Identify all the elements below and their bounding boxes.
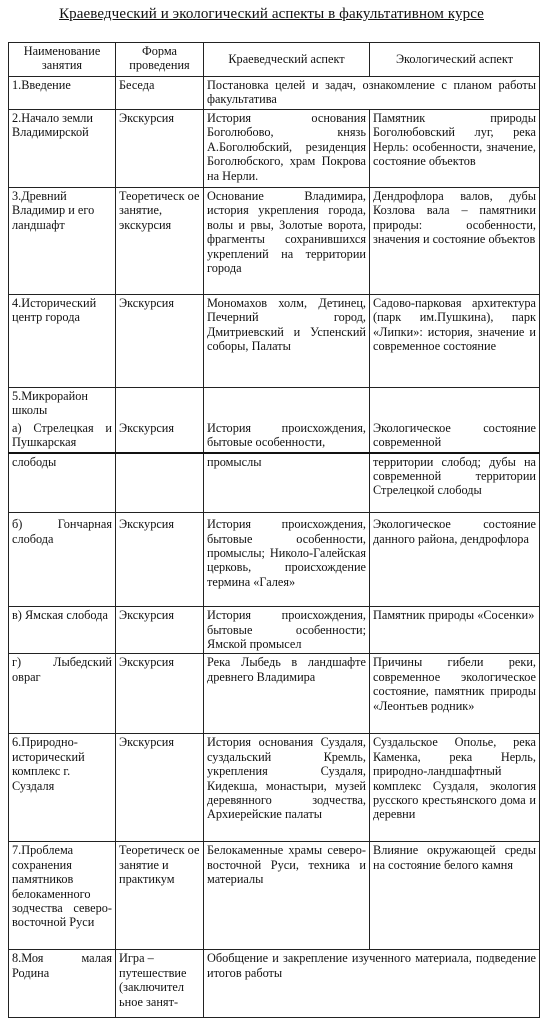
- row-form: Теоретическ ое занятие и практикум: [116, 842, 204, 950]
- table-row: [9, 295, 540, 388]
- table-row: [9, 513, 540, 607]
- row-local-aspect: История происхождения, бытовые особенности; Ямской промысел: [204, 607, 370, 654]
- header-name: Наименование занятия: [9, 43, 116, 77]
- table-row: [9, 607, 540, 654]
- row-local-aspect: Мономахов холм, Детинец, Печерний город, Дмитриевский и Успенский соборы, Палаты: [204, 295, 370, 388]
- row-merged: Постановка целей и задач, ознакомление с планом работы факультатива: [204, 77, 540, 110]
- row-local-aspect: Основание Владимира, история укрепления города, волы и рвы, Золотые ворота, фрагменты сохранившихся укреплений на территории города: [204, 188, 370, 295]
- table-row: [9, 950, 540, 1018]
- row-name: 1.Введение: [9, 77, 116, 110]
- row-name: 7.Проблема сохранения памятников белокаменного зодчества северо-восточной Руси: [9, 842, 116, 950]
- row-name: 3.Древний Владимир и его ландшафт: [9, 188, 116, 295]
- row-eco-aspect: Памятник природы Боголюбовский луг, река Нерль: особенности, значение, состояние объектов: [370, 110, 540, 188]
- row-eco-aspect: Экологическое состояние данного района, дендрофлора: [370, 513, 540, 607]
- row-eco-aspect: территории слобод; дубы на современной территории Стрелецкой слободы: [370, 453, 540, 513]
- row-form: Экскурсия: [116, 420, 204, 453]
- row-eco-aspect: Экологическое состояние современной: [370, 420, 540, 453]
- row-form: Экскурсия: [116, 654, 204, 734]
- row-local-aspect: Белокаменные храмы северо-восточной Руси, техника и материалы: [204, 842, 370, 950]
- table-row: [9, 188, 540, 295]
- row-name: 6.Природно-исторический комплекс г. Суздаля: [9, 734, 116, 842]
- table-row: [9, 388, 540, 420]
- row-eco-aspect: Дендрофлора валов, дубы Козлова вала – памятники природы: особенности, значения и состояние объектов: [370, 188, 540, 295]
- table-row: [9, 842, 540, 950]
- row-name: 5.Микрорайон школы: [9, 388, 116, 420]
- row-name: б) Гончарная слобода: [9, 513, 116, 607]
- table-row: [9, 110, 540, 188]
- row-form: Экскурсия: [116, 110, 204, 188]
- row-name: 2.Начало земли Владимирской: [9, 110, 116, 188]
- course-table: [8, 42, 540, 1018]
- table-header-row: [9, 43, 540, 77]
- row-eco-aspect: Причины гибели реки, современное экологическое состояние, памятник природы «Леонтьев родник»: [370, 654, 540, 734]
- row-local-aspect: промыслы: [204, 453, 370, 513]
- row-form: Теоретическ ое занятие, экскурсия: [116, 188, 204, 295]
- header-local-aspect: Краеведческий аспект: [204, 43, 370, 77]
- row-local-aspect: История основания Боголюбово, князь А.Боголюбский, резиденция Боголюбского, храм Покрова на Нерли.: [204, 110, 370, 188]
- row-local-aspect: История происхождения, бытовые особенности, промыслы; Николо-Галейская церковь, происхождение термина «Галея»: [204, 513, 370, 607]
- row-local-aspect: Река Лыбедь в ландшафте древнего Владимира: [204, 654, 370, 734]
- row-merged: Обобщение и закрепление изученного материала, подведение итогов работы: [204, 950, 540, 1018]
- header-form: Форма проведения: [116, 43, 204, 77]
- row-local-aspect: История основания Суздаля, суздальский Кремль, укрепления Суздаля, Кидекша, монастыри, музей деревянного зодчества, Архиерейские палаты: [204, 734, 370, 842]
- row-eco-aspect: Памятник природы «Сосенки»: [370, 607, 540, 654]
- table-row: [9, 453, 540, 513]
- row-form: Экскурсия: [116, 295, 204, 388]
- row-form: Экскурсия: [116, 607, 204, 654]
- table-row: [9, 734, 540, 842]
- row-name: а) Стрелецкая и Пушкарская: [9, 420, 116, 453]
- page-title: Краеведческий и экологический аспекты в факультативном курсе: [59, 6, 484, 22]
- row-name: 8.Моя малая Родина: [9, 950, 116, 1018]
- row-eco-aspect: Садово-парковая архитектура (парк им.Пушкина), парк «Липки»: история, значение и современное состояние: [370, 295, 540, 388]
- table-row: [9, 77, 540, 110]
- row-eco-aspect: Суздальское Ополье, река Каменка, река Нерль, природно-ландшафтный комплекс Суздаля, экология русского крестьянского дома и деревни: [370, 734, 540, 842]
- row-form: Экскурсия: [116, 734, 204, 842]
- table-row: [9, 654, 540, 734]
- row-name: в) Ямская слобода: [9, 607, 116, 654]
- row-form: Экскурсия: [116, 513, 204, 607]
- row-name: г) Лыбедский овраг: [9, 654, 116, 734]
- row-form: Беседа: [116, 77, 204, 110]
- row-form: Игра – путешествие (заключител ьное занят-: [116, 950, 204, 1018]
- header-eco-aspect: Экологический аспект: [370, 43, 540, 77]
- row-eco-aspect: Влияние окружающей среды на состояние белого камня: [370, 842, 540, 950]
- table-row: [9, 420, 540, 453]
- row-name: 4.Исторический центр города: [9, 295, 116, 388]
- row-name: слободы: [9, 453, 116, 513]
- row-local-aspect: История происхождения, бытовые особенности,: [204, 420, 370, 453]
